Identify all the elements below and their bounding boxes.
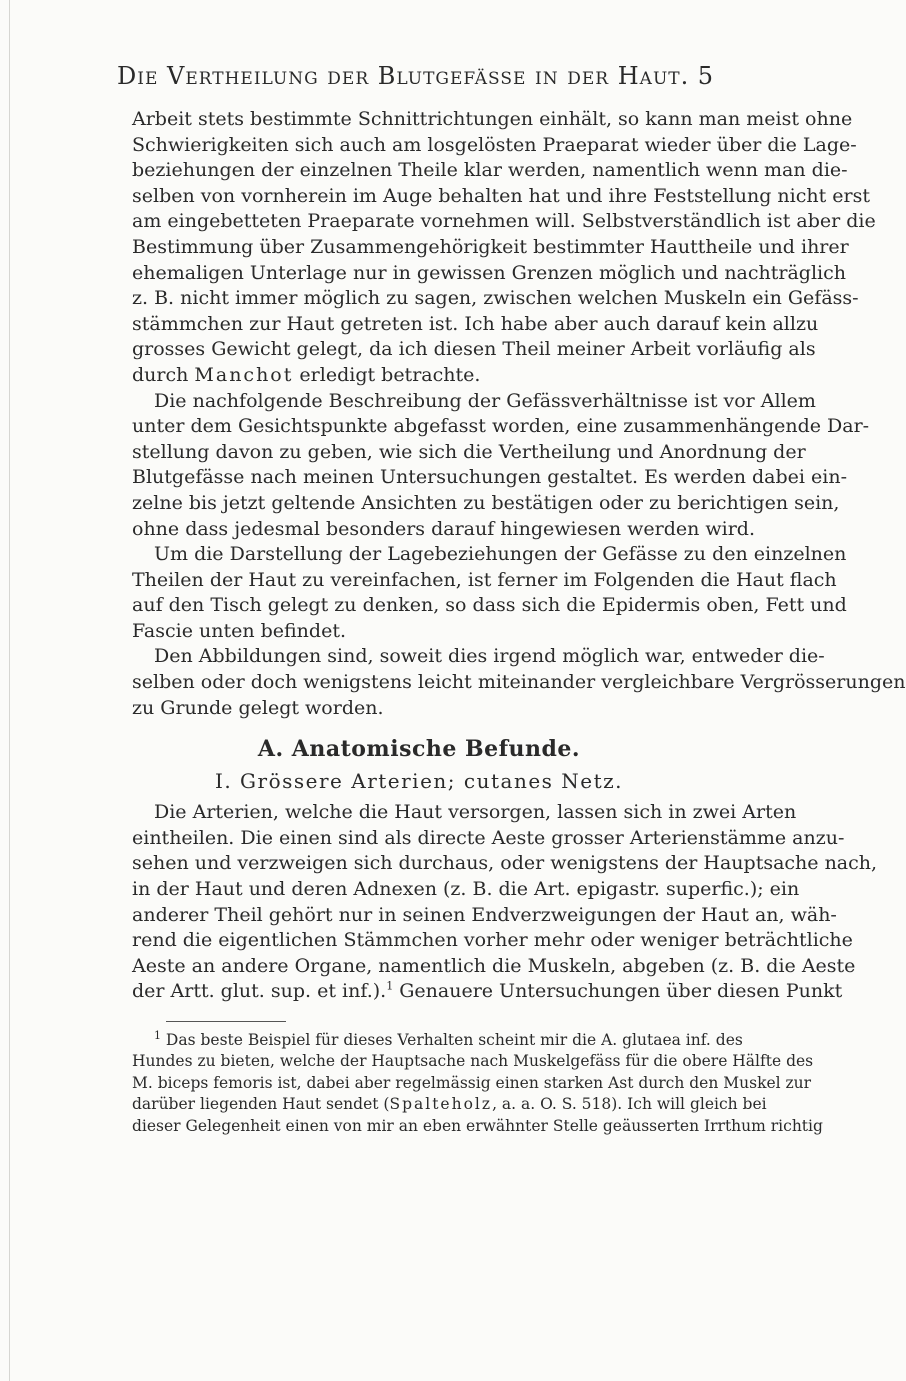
text-fragment: durch <box>132 363 195 386</box>
text-line: ehemaligen Unterlage nur in gewissen Grenzen möglich und nachträglich <box>132 261 847 284</box>
text-fragment: , a. a. O. S. 518). Ich will gleich bei <box>492 1095 767 1114</box>
text-fragment: der Artt. glut. sup. et inf.). <box>132 980 387 1003</box>
main-text <box>132 107 906 1137</box>
text-line <box>132 363 706 389</box>
text-line: stämmchen zur Haut getreten ist. Ich habe aber auch darauf kein allzu <box>132 312 819 335</box>
text-line <box>132 979 843 1005</box>
footnote-line: Hundes zu bieten, welche der Hauptsache nach Muskelgefäss für die obere Hälfte des <box>132 1052 814 1071</box>
section-heading: A. Anatomische Befunde. <box>257 736 581 763</box>
text-line: Aeste an andere Organe, namentlich die Muskeln, abgeben (z. B. die Aeste <box>132 954 856 977</box>
scan-margin-line <box>9 0 10 1381</box>
text-line: stellung davon zu geben, wie sich die Vertheilung und Anordnung der <box>132 440 806 463</box>
footnote-line: M. biceps femoris ist, dabei aber regelmässig einen starken Ast durch den Muskel zur <box>132 1073 812 1092</box>
footnote-line: dieser Gelegenheit einen von mir an eben erwähnter Stelle geäusserten Irrthum richtig <box>132 1116 823 1135</box>
author-name: Manchot <box>194 363 294 386</box>
paragraph <box>132 107 876 389</box>
text-line: rend die eigentlichen Stämmchen vorher mehr oder weniger beträchtliche <box>132 929 853 952</box>
text-line: Schwierigkeiten sich auch am losgelösten Praeparat wieder über die Lage- <box>132 133 857 156</box>
text-line: Den Abbildungen sind, soweit dies irgend möglich war, entweder die- <box>154 645 825 668</box>
text-fragment: Genauere Untersuchungen über diesen Punkt <box>393 980 843 1003</box>
footnote-line <box>132 1028 743 1051</box>
text-line: z. B. nicht immer möglich zu sagen, zwischen welchen Muskeln ein Gefäss- <box>132 287 859 310</box>
text-line: sehen und verzweigen sich durchaus, oder wenigstens der Hauptsache nach, <box>132 852 878 875</box>
text-line: grosses Gewicht gelegt, da ich diesen Theil meiner Arbeit vorläufig als <box>132 338 816 361</box>
text-line: unter dem Gesichtspunkte abgefasst worden, eine zusammenhängende Dar- <box>132 415 870 438</box>
text-line: Theilen der Haut zu vereinfachen, ist ferner im Folgenden die Haut flach <box>132 568 837 591</box>
text-fragment: Das beste Beispiel für dieses Verhalten scheint mir die A. glutaea inf. des <box>161 1031 743 1049</box>
page-number: 5 <box>697 62 713 90</box>
page-header <box>117 62 713 102</box>
footnote <box>132 1028 823 1137</box>
text-line: Die Arterien, welche die Haut versorgen, lassen sich in zwei Arten <box>154 801 797 824</box>
text-line: Bestimmung über Zusammengehörigkeit bestimmter Hauttheile und ihrer <box>132 235 849 258</box>
footnote-marker: 1 <box>154 1028 161 1042</box>
text-line: Arbeit stets bestimmte Schnittrichtungen einhält, so kann man meist ohne <box>132 108 853 130</box>
text-line: am eingebetteten Praeparate vornehmen will. Selbstverständlich ist aber die <box>132 210 876 233</box>
text-line: selben von vornherein im Auge behalten hat und ihre Feststellung nicht erst <box>132 184 871 207</box>
paragraph <box>132 644 906 721</box>
author-name: Spalteholz <box>389 1095 493 1114</box>
text-line: zelne bis jetzt geltende Ansichten zu bestätigen oder zu berichtigen sein, <box>132 491 840 514</box>
text-fragment: erledigt betrachte. <box>293 363 481 386</box>
text-line: Um die Darstellung der Lagebeziehungen der Gefässe zu den einzelnen <box>154 543 847 566</box>
text-fragment: darüber liegenden Haut sendet ( <box>132 1095 390 1114</box>
running-title: Die Vertheilung der Blutgefässe in der Haut. <box>117 62 690 90</box>
text-line: beziehungen der einzelnen Theile klar werden, namentlich wenn man die- <box>132 159 848 182</box>
text-line: in der Haut und deren Adnexen (z. B. die Art. epigastr. superfic.); ein <box>132 878 800 901</box>
footnote-divider <box>166 1021 286 1022</box>
paragraph <box>132 542 847 644</box>
text-line: selben oder doch wenigstens leicht miteinander vergleichbare Vergrösserungen <box>132 671 906 694</box>
subsection-heading: I. Grössere Arterien; cutanes Netz. <box>214 769 624 794</box>
footnote-line <box>132 1094 767 1115</box>
text-line: Die nachfolgende Beschreibung der Gefässverhältnisse ist vor Allem <box>154 389 816 412</box>
text-line: eintheilen. Die einen sind als directe Aeste grosser Arterienstämme anzu- <box>132 826 845 849</box>
text-line: zu Grunde gelegt worden. <box>132 696 384 719</box>
text-line: Fascie unten befindet. <box>132 619 347 642</box>
text-line: anderer Theil gehört nur in seinen Endverzweigungen der Haut an, wäh- <box>132 903 837 926</box>
footnote-reference[interactable]: 1 <box>386 980 394 994</box>
text-line: Blutgefässe nach meinen Untersuchungen gestaltet. Es werden dabei ein- <box>132 466 847 489</box>
text-line: auf den Tisch gelegt zu denken, so dass sich die Epidermis oben, Fett und <box>132 594 847 617</box>
paragraph <box>132 800 878 1005</box>
paragraph <box>132 389 870 543</box>
text-line: ohne dass jedesmal besonders darauf hingewiesen werden wird. <box>132 517 756 540</box>
